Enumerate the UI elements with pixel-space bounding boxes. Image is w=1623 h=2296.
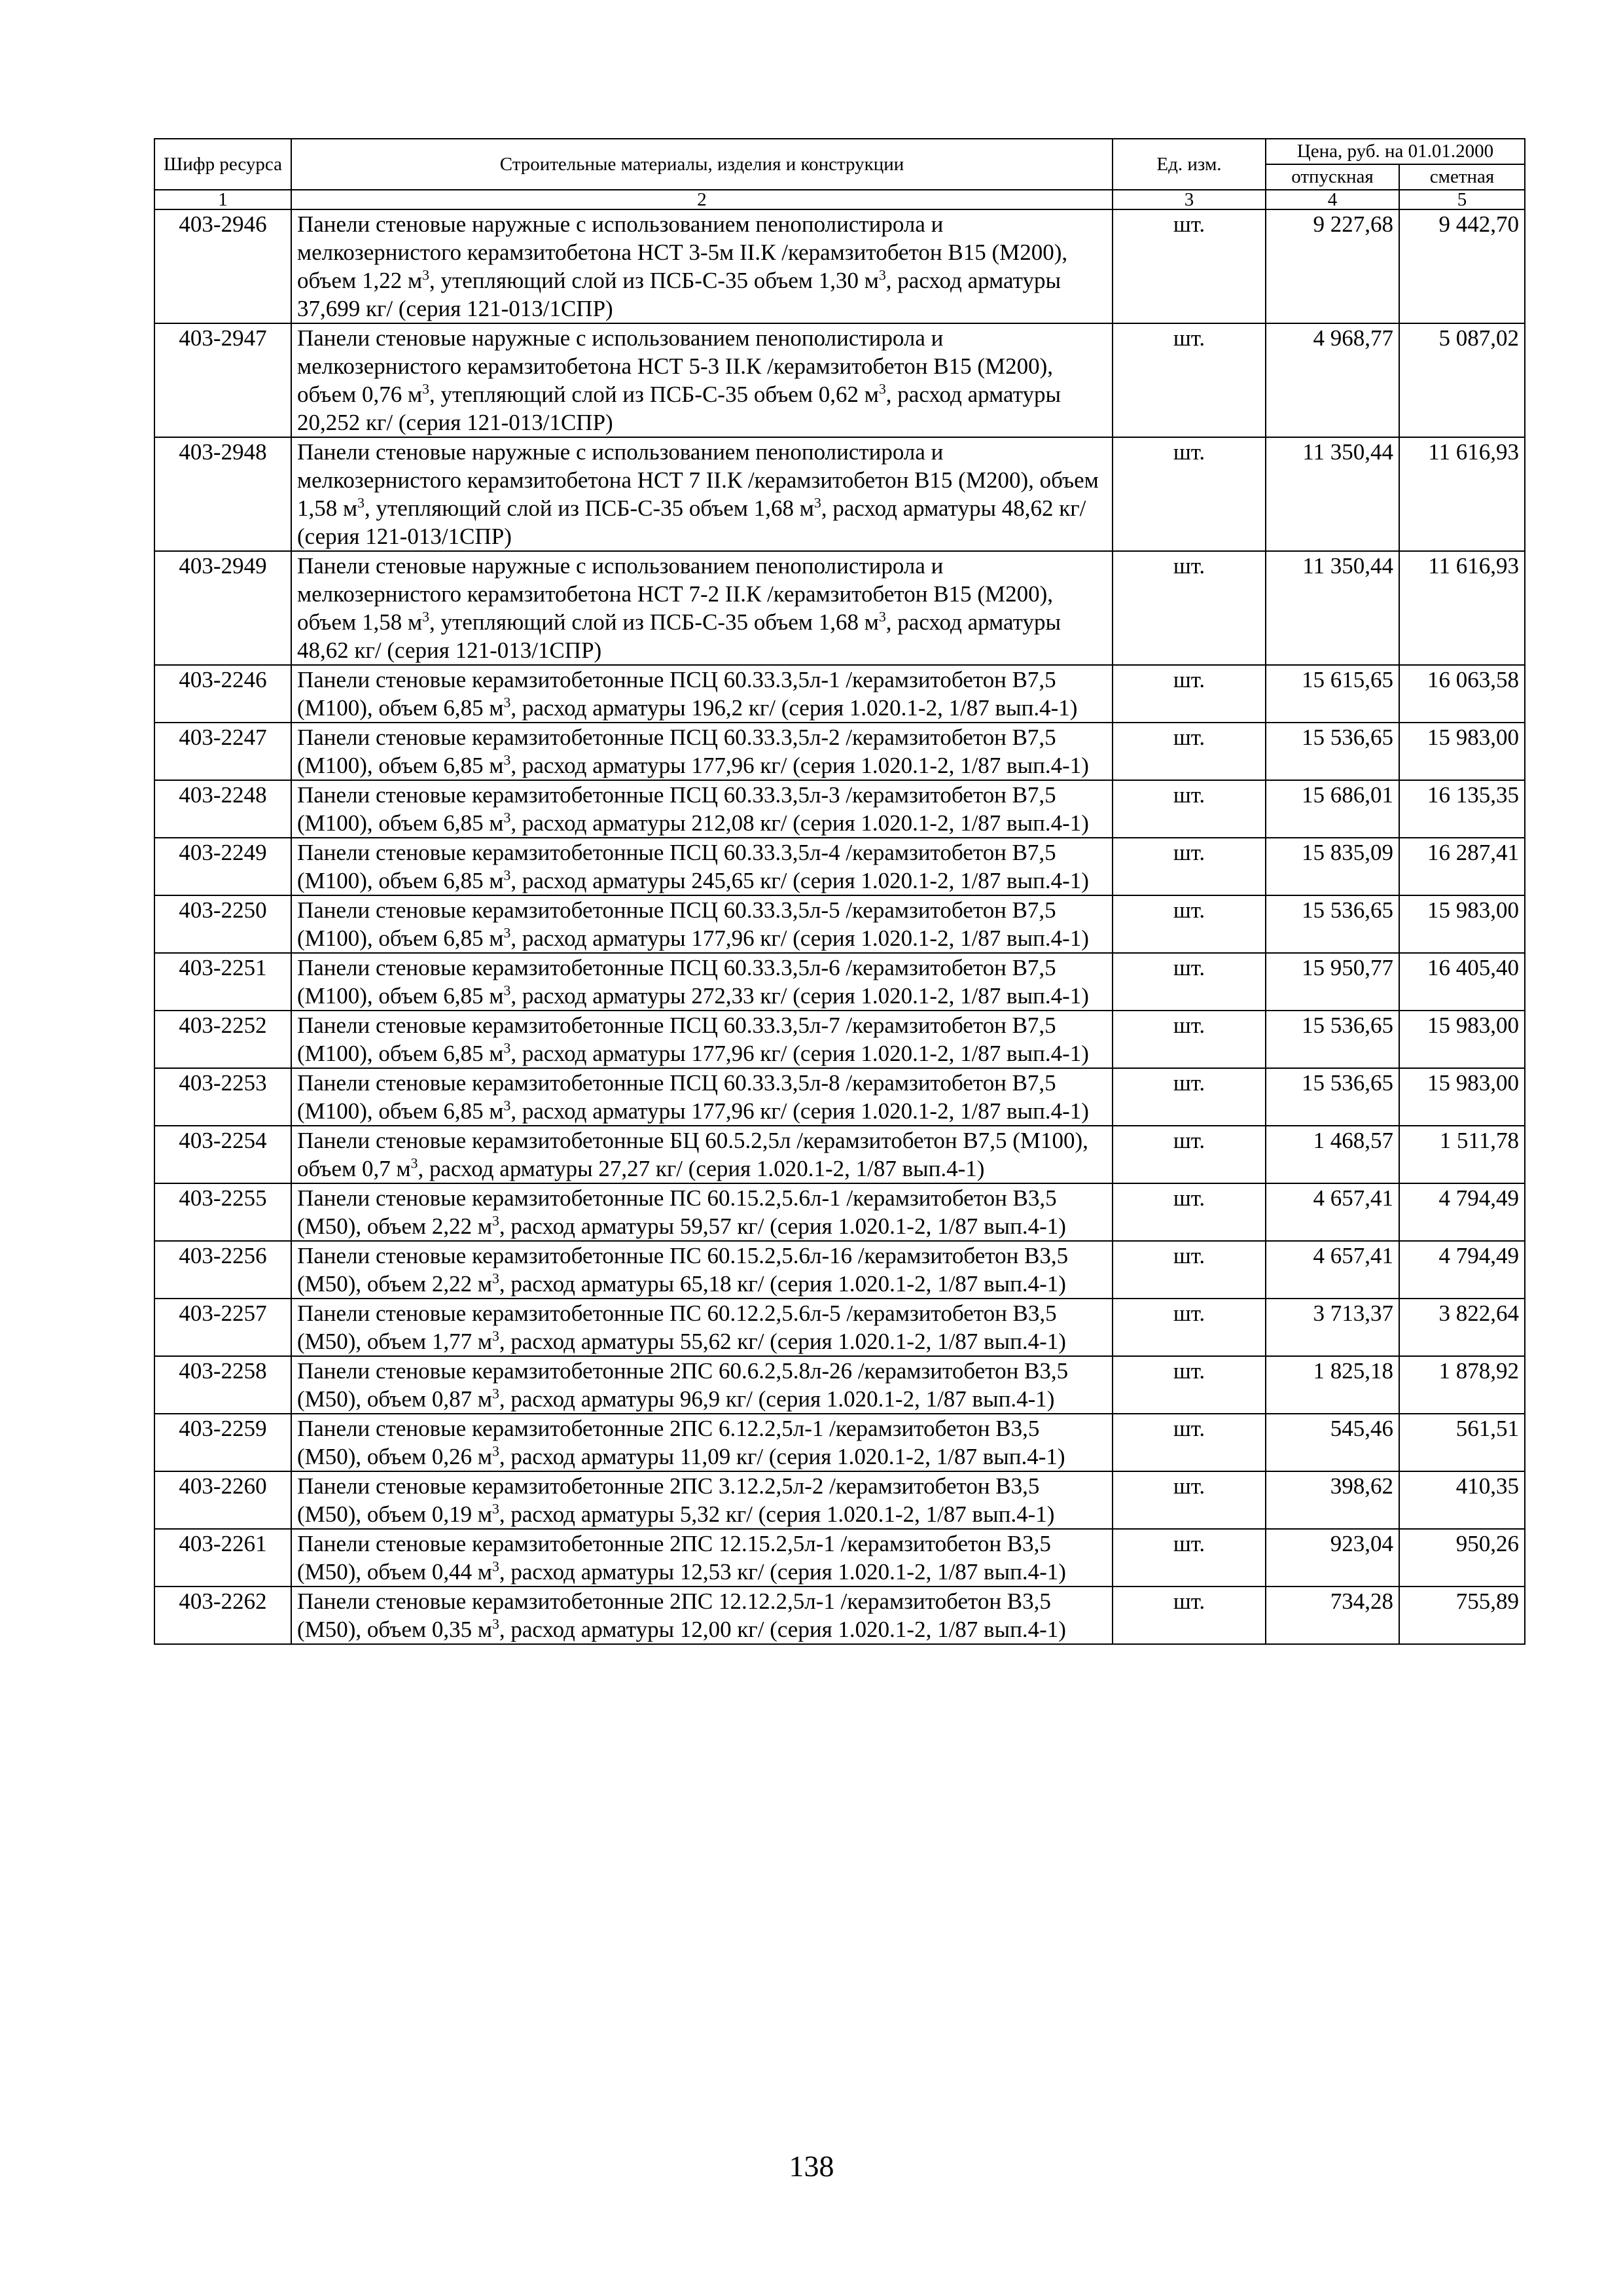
material-description-cell: Панели стеновые керамзитобетонные ПСЦ 60.33.3,5л-3 /керамзитобетон В7,5 (М100), объем 6,85 $м^3$, расход арматуры 212,08 кг/ (серия 1.020.1-2, 1/87 вып.4-1) [291, 780, 1113, 838]
unit-cell: шт. [1113, 1356, 1266, 1414]
release-price-cell: 15 686,01 [1266, 780, 1399, 838]
header-price-estimate: сметная [1399, 164, 1525, 190]
table-header [154, 139, 1525, 209]
resource-code-cell: 403-2253 [154, 1068, 291, 1126]
header-code: Шифр ресурса [154, 139, 291, 190]
estimate-price-cell: 16 063,58 [1399, 665, 1525, 723]
unit-cell: шт. [1113, 1126, 1266, 1183]
table-row [154, 551, 1525, 665]
estimate-price-cell: 9 442,70 [1399, 209, 1525, 323]
resource-code-cell: 403-2250 [154, 895, 291, 953]
material-description-cell: Панели стеновые керамзитобетонные 2ПС 12.15.2,5л-1 /керамзитобетон В3,5 (М50), объем 0,44 $м^3$, расход арматуры 12,53 кг/ (серия 1.020.1-2, 1/87 вып.4-1) [291, 1529, 1113, 1587]
material-description-cell: Панели стеновые наружные с использованием пенополистирола и мелкозернистого керамзитобетона НСТ 3-5м II.К /керамзитобетон В15 (М200), объем 1,22 $м^3$, утепляющий слой из ПСБ-С-35 объем 1,30 $м^3$, расход арматуры 37,699 кг/ (серия 121-013/1СПР) [291, 209, 1113, 323]
header-unit: Ед. изм. [1113, 139, 1266, 190]
resource-code-cell: 403-2256 [154, 1241, 291, 1299]
unit-cell: шт. [1113, 895, 1266, 953]
table-row [154, 1241, 1525, 1299]
table-row [154, 437, 1525, 551]
page-number: 138 [789, 2149, 834, 2183]
estimate-price-cell: 15 983,00 [1399, 723, 1525, 780]
estimate-price-cell: 15 983,00 [1399, 1068, 1525, 1126]
unit-cell: шт. [1113, 665, 1266, 723]
resource-code-cell: 403-2248 [154, 780, 291, 838]
resource-code-cell: 403-2261 [154, 1529, 291, 1587]
table-row [154, 1299, 1525, 1356]
resource-code-cell: 403-2262 [154, 1587, 291, 1644]
release-price-cell: 11 350,44 [1266, 437, 1399, 551]
table-row [154, 1126, 1525, 1183]
table-row [154, 1068, 1525, 1126]
resource-code-cell: 403-2247 [154, 723, 291, 780]
estimate-price-cell: 1 878,92 [1399, 1356, 1525, 1414]
resource-code-cell: 403-2252 [154, 1011, 291, 1068]
material-description-cell: Панели стеновые керамзитобетонные ПСЦ 60.33.3,5л-5 /керамзитобетон В7,5 (М100), объем 6,85 $м^3$, расход арматуры 177,96 кг/ (серия 1.020.1-2, 1/87 вып.4-1) [291, 895, 1113, 953]
unit-cell: шт. [1113, 953, 1266, 1011]
resource-code-cell: 403-2249 [154, 838, 291, 895]
resource-code-cell: 403-2259 [154, 1414, 291, 1471]
table-row [154, 1587, 1525, 1644]
material-description-cell: Панели стеновые керамзитобетонные ПС 60.15.2,5.6л-1 /керамзитобетон В3,5 (М50), объем 2,22 $м^3$, расход арматуры 59,57 кг/ (серия 1.020.1-2, 1/87 вып.4-1) [291, 1183, 1113, 1241]
estimate-price-cell: 1 511,78 [1399, 1126, 1525, 1183]
material-description-cell: Панели стеновые наружные с использованием пенополистирола и мелкозернистого керамзитобетона НСТ 7 II.К /керамзитобетон В15 (М200), объем 1,58 $м^3$, утепляющий слой из ПСБ-С-35 объем 1,68 $м^3$, расход арматуры 48,62 кг/ (серия 121-013/1СПР) [291, 437, 1113, 551]
estimate-price-cell: 16 405,40 [1399, 953, 1525, 1011]
release-price-cell: 1 825,18 [1266, 1356, 1399, 1414]
resource-code-cell: 403-2260 [154, 1471, 291, 1529]
material-description-cell: Панели стеновые керамзитобетонные 2ПС 12.12.2,5л-1 /керамзитобетон В3,5 (М50), объем 0,35 $м^3$, расход арматуры 12,00 кг/ (серия 1.020.1-2, 1/87 вып.4-1) [291, 1587, 1113, 1644]
material-description-cell: Панели стеновые наружные с использованием пенополистирола и мелкозернистого керамзитобетона НСТ 7-2 II.К /керамзитобетон В15 (М200), объем 1,58 $м^3$, утепляющий слой из ПСБ-С-35 объем 1,68 $м^3$, расход арматуры 48,62 кг/ (серия 121-013/1СПР) [291, 551, 1113, 665]
release-price-cell: 923,04 [1266, 1529, 1399, 1587]
material-description-cell: Панели стеновые керамзитобетонные 2ПС 3.12.2,5л-2 /керамзитобетон В3,5 (М50), объем 0,19 $м^3$, расход арматуры 5,32 кг/ (серия 1.020.1-2, 1/87 вып.4-1) [291, 1471, 1113, 1529]
resource-code-cell: 403-2254 [154, 1126, 291, 1183]
release-price-cell: 15 835,09 [1266, 838, 1399, 895]
table-row [154, 1471, 1525, 1529]
header-price-release: отпускная [1266, 164, 1399, 190]
unit-cell: шт. [1113, 1241, 1266, 1299]
release-price-cell: 15 536,65 [1266, 1011, 1399, 1068]
estimate-price-cell: 561,51 [1399, 1414, 1525, 1471]
header-price-group: Цена, руб. на 01.01.2000 [1266, 139, 1525, 164]
estimate-price-cell: 755,89 [1399, 1587, 1525, 1644]
column-numbers-row [154, 190, 1525, 209]
unit-cell: шт. [1113, 838, 1266, 895]
table-row [154, 1011, 1525, 1068]
table-row [154, 953, 1525, 1011]
material-description-cell: Панели стеновые керамзитобетонные ПС 60.15.2,5.6л-16 /керамзитобетон В3,5 (М50), объем 2,22 $м^3$, расход арматуры 65,18 кг/ (серия 1.020.1-2, 1/87 вып.4-1) [291, 1241, 1113, 1299]
release-price-cell: 4 968,77 [1266, 323, 1399, 437]
release-price-cell: 15 536,65 [1266, 723, 1399, 780]
table-row [154, 838, 1525, 895]
material-description-cell: Панели стеновые керамзитобетонные 2ПС 6.12.2,5л-1 /керамзитобетон В3,5 (М50), объем 0,26 $м^3$, расход арматуры 11,09 кг/ (серия 1.020.1-2, 1/87 вып.4-1) [291, 1414, 1113, 1471]
unit-cell: шт. [1113, 209, 1266, 323]
table-body [154, 209, 1525, 1644]
material-description-cell: Панели стеновые наружные с использованием пенополистирола и мелкозернистого керамзитобетона НСТ 5-3 II.К /керамзитобетон В15 (М200), объем 0,76 $м^3$, утепляющий слой из ПСБ-С-35 объем 0,62 $м^3$, расход арматуры 20,252 кг/ (серия 121-013/1СПР) [291, 323, 1113, 437]
release-price-cell: 15 615,65 [1266, 665, 1399, 723]
column-number: 2 [291, 190, 1113, 209]
material-description-cell: Панели стеновые керамзитобетонные 2ПС 60.6.2,5.8л-26 /керамзитобетон В3,5 (М50), объем 0,87 $м^3$, расход арматуры 96,9 кг/ (серия 1.020.1-2, 1/87 вып.4-1) [291, 1356, 1113, 1414]
column-number: 4 [1266, 190, 1399, 209]
estimate-price-cell: 3 822,64 [1399, 1299, 1525, 1356]
release-price-cell: 734,28 [1266, 1587, 1399, 1644]
table-row [154, 1183, 1525, 1241]
table-row [154, 723, 1525, 780]
release-price-cell: 9 227,68 [1266, 209, 1399, 323]
unit-cell: шт. [1113, 780, 1266, 838]
material-description-cell: Панели стеновые керамзитобетонные ПСЦ 60.33.3,5л-8 /керамзитобетон В7,5 (М100), объем 6,85 $м^3$, расход арматуры 177,96 кг/ (серия 1.020.1-2, 1/87 вып.4-1) [291, 1068, 1113, 1126]
unit-cell: шт. [1113, 1414, 1266, 1471]
resource-code-cell: 403-2947 [154, 323, 291, 437]
estimate-price-cell: 410,35 [1399, 1471, 1525, 1529]
table-row [154, 1414, 1525, 1471]
table-row [154, 895, 1525, 953]
unit-cell: шт. [1113, 551, 1266, 665]
estimate-price-cell: 4 794,49 [1399, 1241, 1525, 1299]
resource-code-cell: 403-2949 [154, 551, 291, 665]
material-description-cell: Панели стеновые керамзитобетонные ПСЦ 60.33.3,5л-7 /керамзитобетон В7,5 (М100), объем 6,85 $м^3$, расход арматуры 177,96 кг/ (серия 1.020.1-2, 1/87 вып.4-1) [291, 1011, 1113, 1068]
column-number: 3 [1113, 190, 1266, 209]
column-number: 1 [154, 190, 291, 209]
material-description-cell: Панели стеновые керамзитобетонные ПС 60.12.2,5.6л-5 /керамзитобетон В3,5 (М50), объем 1,77 $м^3$, расход арматуры 55,62 кг/ (серия 1.020.1-2, 1/87 вып.4-1) [291, 1299, 1113, 1356]
material-description-cell: Панели стеновые керамзитобетонные БЦ 60.5.2,5л /керамзитобетон В7,5 (М100), объем 0,7 $м^3$, расход арматуры 27,27 кг/ (серия 1.020.1-2, 1/87 вып.4-1) [291, 1126, 1113, 1183]
estimate-price-cell: 16 287,41 [1399, 838, 1525, 895]
release-price-cell: 398,62 [1266, 1471, 1399, 1529]
resource-code-cell: 403-2251 [154, 953, 291, 1011]
estimate-price-cell: 11 616,93 [1399, 437, 1525, 551]
estimate-price-cell: 15 983,00 [1399, 895, 1525, 953]
resource-code-cell: 403-2255 [154, 1183, 291, 1241]
column-number: 5 [1399, 190, 1525, 209]
unit-cell: шт. [1113, 1587, 1266, 1644]
unit-cell: шт. [1113, 437, 1266, 551]
release-price-cell: 15 536,65 [1266, 895, 1399, 953]
release-price-cell: 545,46 [1266, 1414, 1399, 1471]
unit-cell: шт. [1113, 1529, 1266, 1587]
resource-code-cell: 403-2946 [154, 209, 291, 323]
table-row [154, 1356, 1525, 1414]
release-price-cell: 15 536,65 [1266, 1068, 1399, 1126]
unit-cell: шт. [1113, 1011, 1266, 1068]
unit-cell: шт. [1113, 1068, 1266, 1126]
table-row [154, 323, 1525, 437]
unit-cell: шт. [1113, 1471, 1266, 1529]
unit-cell: шт. [1113, 723, 1266, 780]
header-materials: Строительные материалы, изделия и конструкции [291, 139, 1113, 190]
unit-cell: шт. [1113, 1183, 1266, 1241]
price-table [154, 138, 1525, 1645]
material-description-cell: Панели стеновые керамзитобетонные ПСЦ 60.33.3,5л-6 /керамзитобетон В7,5 (М100), объем 6,85 $м^3$, расход арматуры 272,33 кг/ (серия 1.020.1-2, 1/87 вып.4-1) [291, 953, 1113, 1011]
resource-code-cell: 403-2257 [154, 1299, 291, 1356]
table-row [154, 1529, 1525, 1587]
estimate-price-cell: 4 794,49 [1399, 1183, 1525, 1241]
release-price-cell: 4 657,41 [1266, 1241, 1399, 1299]
material-description-cell: Панели стеновые керамзитобетонные ПСЦ 60.33.3,5л-4 /керамзитобетон В7,5 (М100), объем 6,85 $м^3$, расход арматуры 245,65 кг/ (серия 1.020.1-2, 1/87 вып.4-1) [291, 838, 1113, 895]
table-row [154, 209, 1525, 323]
material-description-cell: Панели стеновые керамзитобетонные ПСЦ 60.33.3,5л-2 /керамзитобетон В7,5 (М100), объем 6,85 $м^3$, расход арматуры 177,96 кг/ (серия 1.020.1-2, 1/87 вып.4-1) [291, 723, 1113, 780]
estimate-price-cell: 11 616,93 [1399, 551, 1525, 665]
release-price-cell: 15 950,77 [1266, 953, 1399, 1011]
estimate-price-cell: 950,26 [1399, 1529, 1525, 1587]
release-price-cell: 1 468,57 [1266, 1126, 1399, 1183]
resource-code-cell: 403-2948 [154, 437, 291, 551]
release-price-cell: 4 657,41 [1266, 1183, 1399, 1241]
estimate-price-cell: 15 983,00 [1399, 1011, 1525, 1068]
estimate-price-cell: 5 087,02 [1399, 323, 1525, 437]
material-description-cell: Панели стеновые керамзитобетонные ПСЦ 60.33.3,5л-1 /керамзитобетон В7,5 (М100), объем 6,85 $м^3$, расход арматуры 196,2 кг/ (серия 1.020.1-2, 1/87 вып.4-1) [291, 665, 1113, 723]
unit-cell: шт. [1113, 1299, 1266, 1356]
resource-code-cell: 403-2258 [154, 1356, 291, 1414]
resource-code-cell: 403-2246 [154, 665, 291, 723]
release-price-cell: 3 713,37 [1266, 1299, 1399, 1356]
table-row [154, 665, 1525, 723]
estimate-price-cell: 16 135,35 [1399, 780, 1525, 838]
release-price-cell: 11 350,44 [1266, 551, 1399, 665]
unit-cell: шт. [1113, 323, 1266, 437]
table-row [154, 780, 1525, 838]
